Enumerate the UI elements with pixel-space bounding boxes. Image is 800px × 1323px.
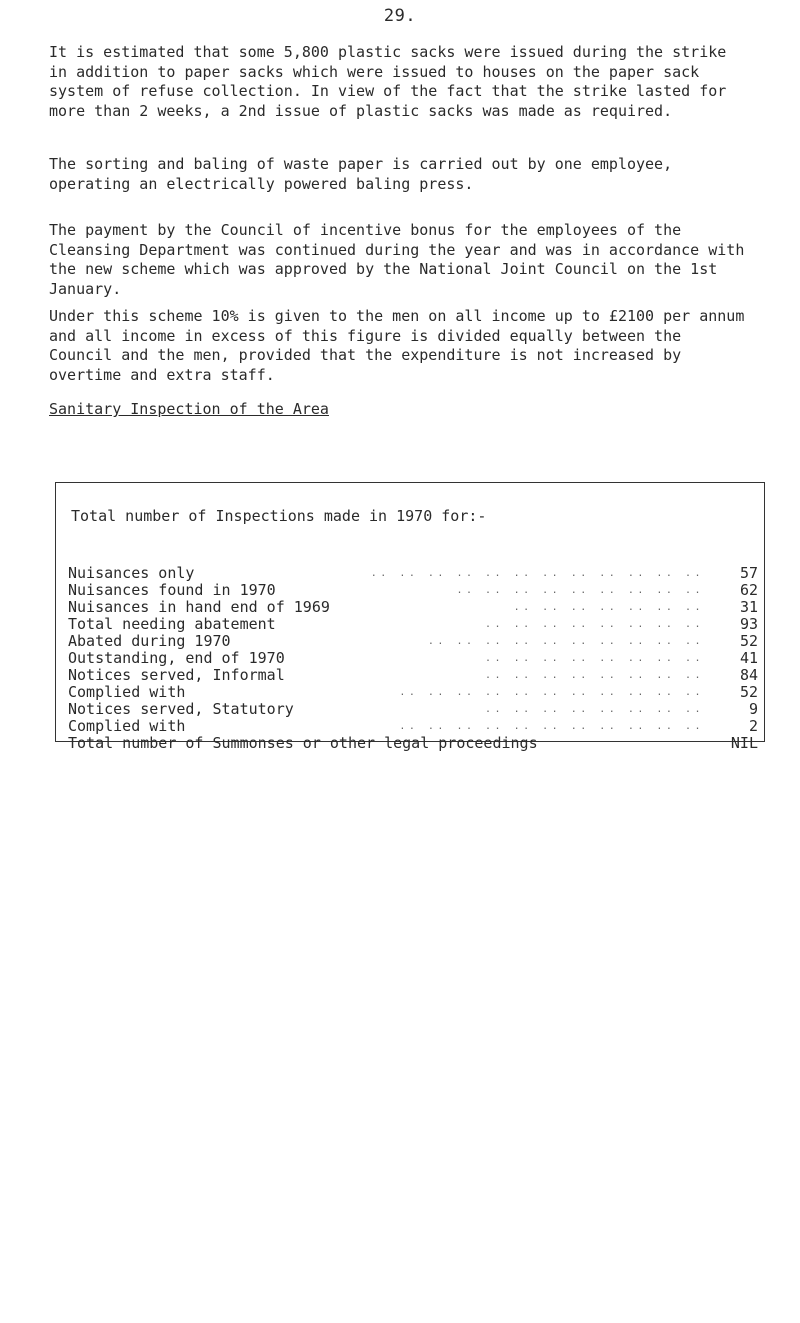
row-value: 31 [739, 598, 758, 616]
row-value: 9 [748, 700, 758, 718]
table-row [68, 565, 758, 582]
row-label: Complied with [68, 717, 186, 735]
table-row [68, 684, 758, 701]
section-heading: Sanitary Inspection of the Area [49, 400, 329, 418]
dot-leader: .. .. .. .. .. .. .. .. [485, 670, 704, 681]
paragraph-incentive-bonus: The payment by the Council of incentive bonus for the employees of the Cleansing Department was continued during the year and was in accordance with the new scheme which was approved by the National Joint Council on the 1st January. [49, 221, 745, 298]
paragraph-plastic-sacks: It is estimated that some 5,800 plastic sacks were issued during the strike in addition to paper sacks which were issued to houses on the paper sack system of refuse collection. In view of the fact that the strike lasted for more than 2 weeks, a 2nd issue of plastic sacks was made as required. [49, 43, 727, 120]
table-row [68, 718, 758, 735]
paragraph-scheme: Under this scheme 10% is given to the men on all income up to £2100 per annum and all income in excess of this figure is divided equally between the Council and the men, provided that the expenditure is not increased by overtime and extra staff. [49, 307, 745, 384]
table-rows [68, 565, 758, 752]
row-label: Notices served, Statutory [68, 700, 294, 718]
table-row [68, 633, 758, 650]
row-label: Total number of Summonses or other legal proceedings [68, 734, 538, 752]
paragraph-baling: The sorting and baling of waste paper is carried out by one employee, operating an electrically powered baling press. [49, 155, 673, 193]
row-label: Nuisances found in 1970 [68, 581, 276, 599]
dot-leader: .. .. .. .. .. .. .. .. .. [456, 585, 704, 596]
row-value: 52 [739, 632, 758, 650]
table-row [68, 650, 758, 667]
row-label: Nuisances only [68, 564, 195, 582]
table-row [68, 599, 758, 616]
table-row [68, 667, 758, 684]
row-value: 93 [739, 615, 758, 633]
row-label: Nuisances in hand end of 1969 [68, 598, 330, 616]
table-row [68, 701, 758, 718]
table-row [68, 582, 758, 599]
row-value: NIL [730, 734, 758, 752]
dot-leader: .. .. .. .. .. .. .. .. [485, 619, 704, 630]
row-value: 84 [739, 666, 758, 684]
row-label: Complied with [68, 683, 186, 701]
inspections-table [55, 482, 765, 752]
row-value: 62 [739, 581, 758, 599]
page-number: 29. [383, 6, 417, 26]
table-row [68, 616, 758, 633]
dot-leader: .. .. .. .. .. .. .. .. .. .. .. .. [370, 568, 704, 579]
dot-leader: .. .. .. .. .. .. .. [513, 602, 704, 613]
dot-leader: .. .. .. .. .. .. .. .. [485, 653, 704, 664]
dot-leader: .. .. .. .. .. .. .. .. .. .. [427, 636, 704, 647]
row-value: 52 [739, 683, 758, 701]
dot-leader: .. .. .. .. .. .. .. .. .. .. .. [399, 721, 704, 732]
row-label: Notices served, Informal [68, 666, 285, 684]
row-value: 41 [739, 649, 758, 667]
row-label: Abated during 1970 [68, 632, 231, 650]
table-row [68, 735, 758, 752]
table-caption: Total number of Inspections made in 1970 for:- [71, 507, 487, 525]
row-label: Outstanding, end of 1970 [68, 649, 285, 667]
row-value: 2 [748, 717, 758, 735]
dot-leader: .. .. .. .. .. .. .. .. [485, 704, 704, 715]
row-label: Total needing abatement [68, 615, 276, 633]
row-value: 57 [739, 564, 758, 582]
dot-leader: .. .. .. .. .. .. .. .. .. .. .. [399, 687, 704, 698]
